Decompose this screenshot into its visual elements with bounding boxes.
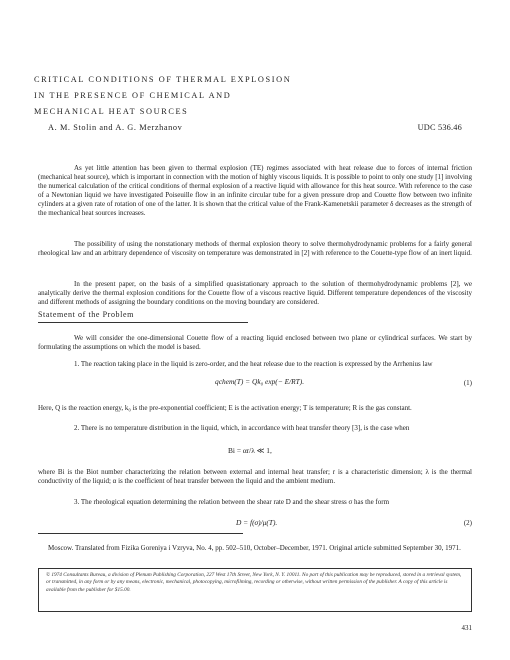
paragraph-definitions: Here, Q is the reaction energy, k₀ is the pre-exponential coefficient; E is the activation energy; T is temperature; R is the gas constant. (38, 404, 412, 412)
equation-number-1: (1) (463, 379, 472, 387)
heading-underline (38, 322, 248, 323)
byline (48, 123, 462, 135)
section-heading: Statement of the Problem (38, 310, 134, 319)
equation-number-2: (2) (463, 519, 472, 527)
paragraph-assumption-2: 2. There is no temperature distribution in the liquid, which, in accordance with heat transfer theory [3], is the case when (74, 424, 410, 432)
title-line-3: MECHANICAL HEAT SOURCES (34, 107, 189, 116)
authors: A. M. Stolin and A. G. Merzhanov (48, 123, 183, 132)
article-title (34, 72, 364, 120)
equation-arrhenius: qchem(T) = Qk₀ exp(− E/RT). (215, 377, 305, 386)
paragraph-assumption-1: 1. The reaction taking place in the liquid is zero-order, and the heat release due to the reaction is expressed by the Arrhenius law (74, 360, 433, 368)
paragraph-intro: As yet little attention has been given to thermal explosion (TE) regimes associated with heat release due to forces of internal friction (mechanical heat source), which is important in connection with the motion of highly viscous liquids. It is possible to point to only one study [1] involving the numerical calculation of the critical conditions of thermal explosion of a reactive liquid with allowance for this heat source. With reference to the case of a Newtonian liquid we have investigated Poiseuille flow in an infinite circular tube for a given pressure drop and Couette flow between two infinite cylinders at a given rate of rotation of one of the latter. It is shown that the critical value of the Frank-Kamenetskii parameter δ decreases as the strength of the mechanical heat sources increases. (38, 164, 472, 217)
translation-footnote: Moscow. Translated from Fizika Goreniya i Vzryva, No. 4, pp. 502–510, October–December, 1971. Original article submitted September 30, 1971. (48, 544, 461, 552)
equation-rheological: D = f(σ)/μ(T). (236, 518, 278, 527)
copyright-box: © 1974 Consultants Bureau, a division of Plenum Publishing Corporation, 227 West 17th Street, New York, N. Y. 10011. No part of this publication may be reproduced, stored in a retrieval system, or transmitted, in any form or by any means, electronic, mechanical, photocopying, microfilming, recording or otherwise, without written permission of the publisher. A copy of this article is available from the publisher for $15.00. (38, 568, 472, 612)
footnote-rule (38, 533, 243, 534)
udc-code: UDC 536.46 (417, 123, 462, 132)
paragraph-model: We will consider the one-dimensional Couette flow of a reacting liquid enclosed between two plane or cylindrical surfaces. We start by formulating the assumptions on which the model is based. (38, 334, 472, 351)
page-number: 431 (461, 624, 472, 632)
title-line-1: CRITICAL CONDITIONS OF THERMAL EXPLOSION (34, 75, 292, 84)
paragraph-assumption-3: 3. The rheological equation determining the relation between the shear rate D and the shear stress σ has the form (74, 498, 390, 506)
paragraph-present-paper: In the present paper, on the basis of a simplified quasistationary approach to the solution of thermohydrodynamic problems [2], we analytically derive the thermal explosion conditions for the Couette flow of a viscous reactive liquid. Different temperature dependences of the viscosity and different methods of assigning the boundary conditions on the moving boundary are considered. (38, 280, 472, 306)
title-line-2: IN THE PRESENCE OF CHEMICAL AND (34, 91, 232, 100)
paragraph-nonstationary: The possibility of using the nonstationary methods of thermal explosion theory to solve thermohydrodynamic problems for a fairly general rheological law and an arbitrary dependence of viscosity on temperature was demonstrated in [2] with reference to the Couette-type flow of an inert liquid. (38, 240, 472, 257)
equation-biot: Bi = αr/λ ≪ 1, (228, 446, 272, 455)
paragraph-biot-definition: where Bi is the Biot number characterizing the relation between external and internal heat transfer; r is a characteristic dimension; λ is the thermal conductivity of the liquid; α is the coefficient of heat transfer between the liquid and the ambient medium. (38, 468, 472, 485)
